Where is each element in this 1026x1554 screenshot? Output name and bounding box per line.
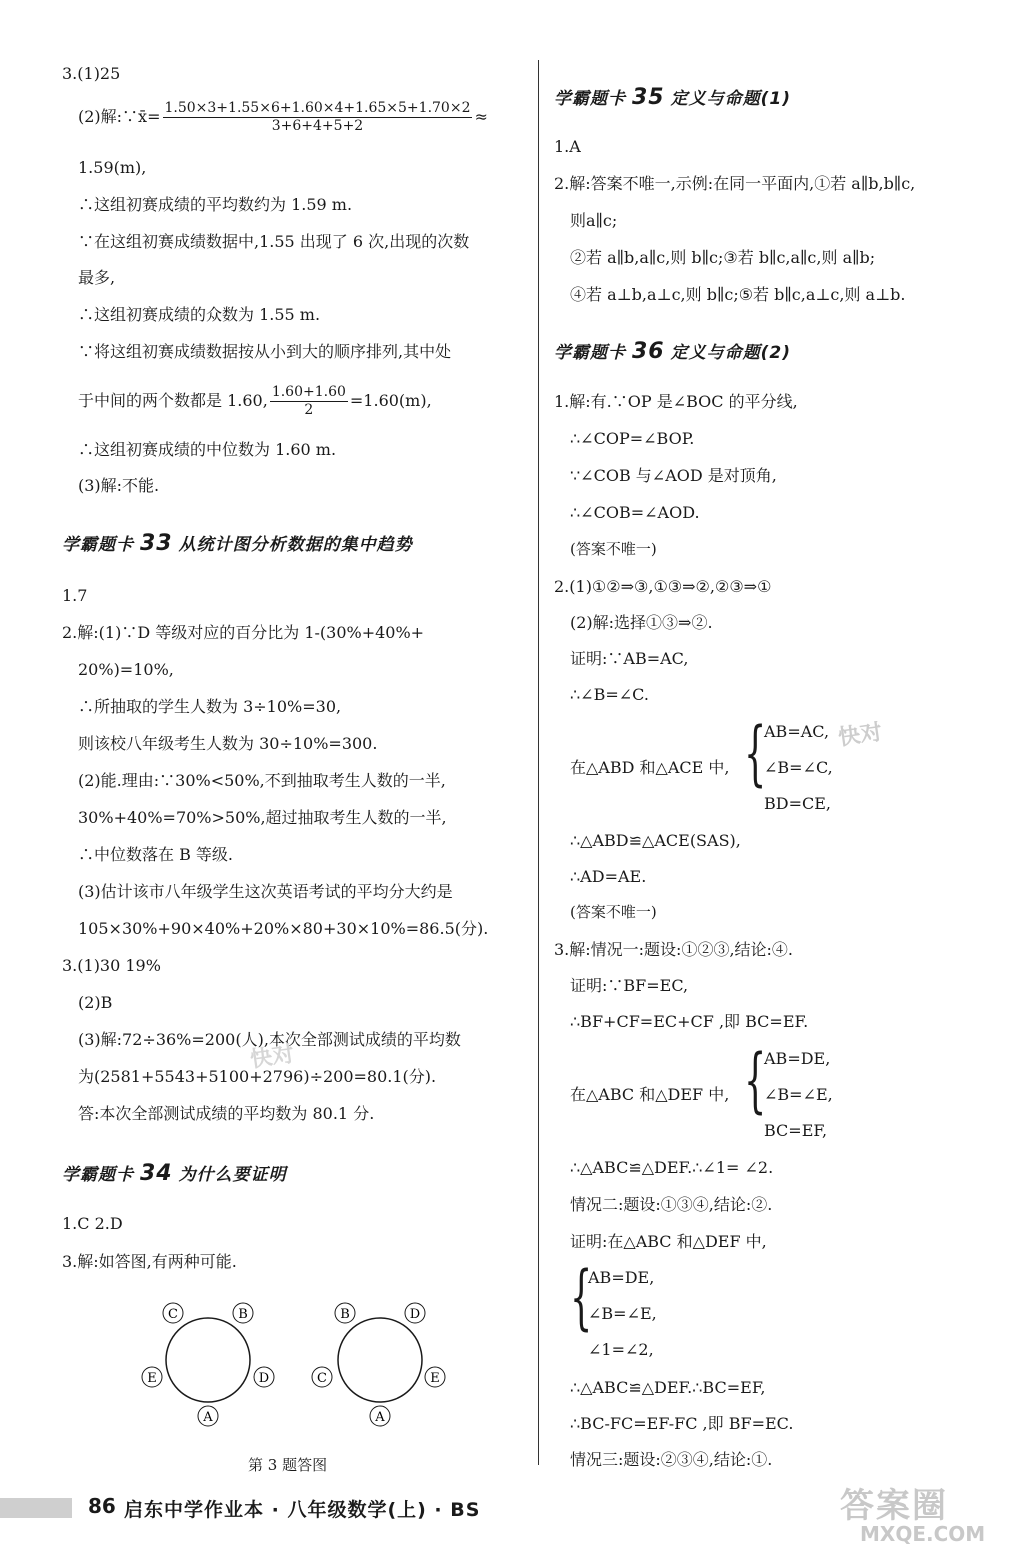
system-line: AB=DE, xyxy=(588,1268,655,1287)
s36-answer-3e: ∴△ABC≌△DEF.∴∠1= ∠2. xyxy=(570,1158,774,1177)
table-circle xyxy=(166,1318,250,1402)
s36-answer-1c: ∵∠COB 与∠AOD 是对顶角, xyxy=(570,466,777,485)
system-line: AB=AC, xyxy=(764,722,830,741)
s33-answer-2c: ∴所抽取的学生人数为 3÷10%=30, xyxy=(78,697,342,716)
s36-answer-3d: 在△ABC 和△DEF 中, xyxy=(570,1085,730,1104)
s35-answer-1: 1.A xyxy=(554,137,581,156)
mode-reason-cont: 最多, xyxy=(78,268,116,287)
watermark-corner-logo: 答案圈 xyxy=(840,1486,948,1526)
seat-label: B xyxy=(238,1307,248,1322)
watermark-logo: 快对 xyxy=(836,720,884,751)
book-title: 启东中学作业本 · 八年级数学(上) · BS xyxy=(124,1499,481,1521)
median-fraction: $\frac{1.60+1.60}{2}$ xyxy=(271,384,346,418)
answer-3-2-formula: (2)解:∵x̄= $\frac{1.50\times 3+1.55\times 6+1.60\times 4+1.65\times 5+1.70\times 2}{3+6+4+5+2}$ ≈ xyxy=(78,100,488,134)
s36-answer-2d: ∴∠B=∠C. xyxy=(570,685,649,704)
s36-answer-2g: ∴AD=AE. xyxy=(570,867,647,886)
mean-conclusion: ∴这组初赛成绩的平均数约为 1.59 m. xyxy=(78,195,353,214)
s33-answer-3e: 答:本次全部测试成绩的平均数为 80.1 分. xyxy=(78,1104,375,1123)
watermark-logo: 快对 xyxy=(248,1042,296,1073)
s36-answer-1e: (答案不唯一) xyxy=(570,540,657,558)
equation-brace: { xyxy=(570,1256,593,1338)
s35-answer-2d: ④若 a⊥b,a⊥c,则 b∥c;⑤若 b∥c,a⊥c,则 a⊥b. xyxy=(570,285,906,304)
s36-answer-2h: (答案不唯一) xyxy=(570,903,657,921)
system-line: BD=CE, xyxy=(764,794,831,813)
s36-answer-3a: 3.解:情况一:题设:①②③,结论:④. xyxy=(554,940,794,959)
system-line: ∠1=∠2, xyxy=(588,1340,654,1359)
section-heading-36: 学霸题卡 36 定义与命题(2) xyxy=(554,339,791,364)
s33-answer-1: 1.7 xyxy=(62,586,88,605)
s34-answer-1-2: 1.C 2.D xyxy=(62,1214,123,1233)
page-footer xyxy=(0,1488,1026,1528)
s36-answer-3b: 证明:∵BF=EC, xyxy=(570,976,689,995)
seat-label: A xyxy=(203,1410,213,1425)
equation-brace: { xyxy=(744,712,767,794)
system-line: ∠B=∠E, xyxy=(588,1304,657,1323)
s36-answer-1a: 1.解:有.∵OP 是∠BOC 的平分线, xyxy=(554,392,798,411)
s36-answer-2a: 2.(1)①②⇒③,①③⇒②,②③⇒① xyxy=(554,577,772,596)
s33-answer-2g: ∴中位数落在 B 等级. xyxy=(78,845,234,864)
section-heading-33: 学霸题卡 33 从统计图分析数据的集中趋势 xyxy=(62,531,413,556)
seating-diagram-1 xyxy=(142,1303,274,1426)
s34-answer-3: 3.解:如答图,有两种可能. xyxy=(62,1252,237,1271)
s33-answer-3c: (3)解:72÷36%=200(人),本次全部测试成绩的平均数 xyxy=(78,1030,461,1049)
s36-answer-2f: ∴△ABD≌△ACE(SAS), xyxy=(570,831,741,850)
s36-answer-2c: 证明:∵AB=AC, xyxy=(570,649,689,668)
seat-label: B xyxy=(340,1307,350,1322)
table-circle xyxy=(338,1318,422,1402)
s36-answer-3f: 情况二:题设:①③④,结论:②. xyxy=(570,1195,773,1214)
s33-answer-2a: 2.解:(1)∵D 等级对应的百分比为 1-(30%+40%+ xyxy=(62,623,425,642)
seating-diagrams xyxy=(130,1290,450,1440)
s33-answer-3b: (2)B xyxy=(78,993,113,1012)
s36-answer-3c: ∴BF+CF=EC+CF ,即 BC=EF. xyxy=(570,1012,809,1031)
s33-answer-2h: (3)估计该市八年级学生这次英语考试的平均分大约是 xyxy=(78,882,453,901)
s36-answer-3i: ∴△ABC≌△DEF.∴BC=EF, xyxy=(570,1378,766,1397)
footer-bar xyxy=(0,1498,72,1518)
mode-conclusion: ∴这组初赛成绩的众数为 1.55 m. xyxy=(78,305,321,324)
seat-label: C xyxy=(168,1307,178,1322)
system-line: ∠B=∠E, xyxy=(764,1085,833,1104)
s36-answer-3g: 证明:在△ABC 和△DEF 中, xyxy=(570,1232,767,1251)
mean-fraction: $\frac{1.50\times 3+1.55\times 6+1.60\times 4+1.65\times 5+1.70\times 2}{3+6+4+5+2}$ xyxy=(164,100,471,134)
equation-brace: { xyxy=(744,1039,767,1121)
seat-label: E xyxy=(147,1371,157,1386)
median-reason: ∵将这组初赛成绩数据按从小到大的顺序排列,其中处 xyxy=(78,342,452,361)
s35-answer-2b: 则a∥c; xyxy=(570,211,618,230)
seat-label: D xyxy=(258,1371,270,1386)
s36-answer-1d: ∴∠COB=∠AOD. xyxy=(570,503,700,522)
page-number: 86 xyxy=(88,1494,116,1518)
answer-3-1: 3.(1)25 xyxy=(62,64,121,83)
s33-answer-2d: 则该校八年级考生人数为 30÷10%=300. xyxy=(78,734,378,753)
s36-answer-1b: ∴∠COP=∠BOP. xyxy=(570,429,695,448)
column-divider xyxy=(538,60,539,1465)
s33-answer-2e: (2)能.理由:∵30%<50%,不到抽取考生人数的一半, xyxy=(78,771,446,790)
diagram-caption: 第 3 题答图 xyxy=(248,1456,328,1474)
seating-diagram-2 xyxy=(312,1303,445,1426)
s33-answer-3d: 为(2581+5543+5100+2796)÷200=80.1(分). xyxy=(78,1067,437,1086)
section-heading-34: 学霸题卡 34 为什么要证明 xyxy=(62,1161,287,1186)
section-heading-35: 学霸题卡 35 定义与命题(1) xyxy=(554,85,791,110)
seat-label: E xyxy=(430,1371,440,1386)
s36-answer-3k: 情况三:题设:②③④,结论:①. xyxy=(570,1450,773,1469)
s33-answer-2i: 105×30%+90×40%+20%×80+30×10%=86.5(分). xyxy=(78,919,489,938)
s36-answer-2e: 在△ABD 和△ACE 中, xyxy=(570,758,730,777)
s36-answer-3j: ∴BC-FC=EF-FC ,即 BF=EC. xyxy=(570,1414,794,1433)
watermark-corner-url: MXQE.COM xyxy=(860,1522,986,1546)
answer-3-3: (3)解:不能. xyxy=(78,476,160,495)
s35-answer-2a: 2.解:答案不唯一,示例:在同一平面内,①若 a∥b,b∥c, xyxy=(554,174,916,193)
mode-reason: ∵在这组初赛成绩数据中,1.55 出现了 6 次,出现的次数 xyxy=(78,232,470,251)
s33-answer-2b: 20%)=10%, xyxy=(78,660,174,679)
system-line: AB=DE, xyxy=(764,1049,831,1068)
seat-label: C xyxy=(317,1371,327,1386)
seat-label: D xyxy=(409,1307,421,1322)
s33-answer-3a: 3.(1)30 19% xyxy=(62,956,161,975)
s33-answer-2f: 30%+40%=70%>50%,超过抽取考生人数的一半, xyxy=(78,808,447,827)
answer-3-2-result: 1.59(m), xyxy=(78,158,147,177)
seat-label: A xyxy=(375,1410,385,1425)
system-line: ∠B=∠C, xyxy=(764,758,833,777)
system-line: BC=EF, xyxy=(764,1121,828,1140)
median-reason-cont: 于中间的两个数都是 1.60, $\frac{1.60+1.60}{2}$ =1.60(m), xyxy=(78,384,432,418)
median-conclusion: ∴这组初赛成绩的中位数为 1.60 m. xyxy=(78,440,337,459)
s36-answer-2b: (2)解:选择①③⇒②. xyxy=(570,613,713,632)
s35-answer-2c: ②若 a∥b,a∥c,则 b∥c;③若 b∥c,a∥c,则 a∥b; xyxy=(570,248,876,267)
